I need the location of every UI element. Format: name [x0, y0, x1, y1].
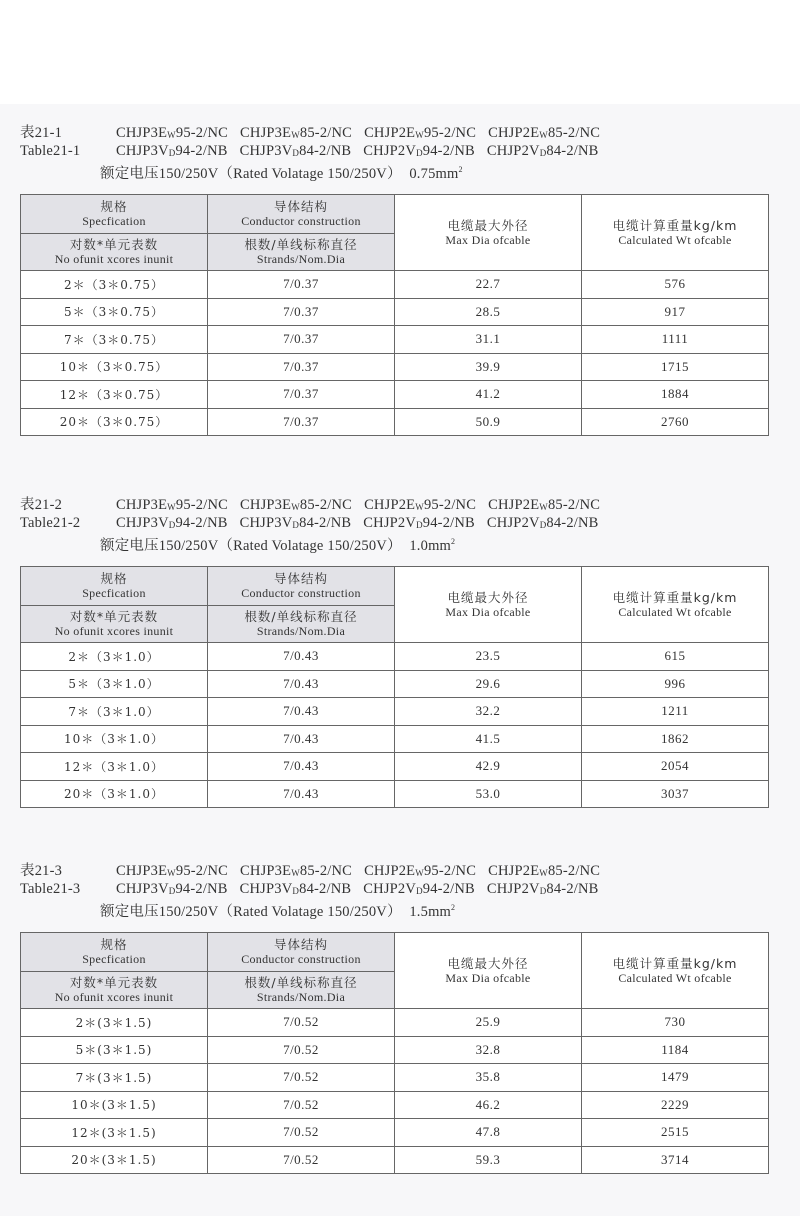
strands-header: 根数/单线标称直径 Strands/Nom.Dia	[208, 234, 395, 271]
max-dia-cell: 28.5	[395, 298, 582, 326]
weight-cell: 917	[582, 298, 769, 326]
strands-cell: 7/0.52	[208, 1009, 395, 1037]
weight-cell: 2515	[582, 1119, 769, 1147]
spec-cell: 10＊（3＊1.0）	[21, 725, 208, 753]
weight-cell: 1111	[582, 326, 769, 354]
weight-cell: 2229	[582, 1091, 769, 1119]
weight-cell: 2760	[582, 408, 769, 436]
units-header: 对数*单元表数 No ofunit xcores inunit	[21, 606, 208, 643]
strands-cell: 7/0.37	[208, 381, 395, 409]
conductor-header: 导体结构 Conductor construction	[208, 933, 395, 972]
strands-cell: 7/0.43	[208, 780, 395, 808]
strands-cell: 7/0.43	[208, 670, 395, 698]
table-label-en: Table21-1	[20, 143, 81, 159]
table-row	[21, 643, 769, 671]
model-code: $CHJP3V_D84-2/NB$	[239, 143, 352, 159]
spec-cell: 5＊（3＊1.0）	[21, 670, 208, 698]
table-row	[21, 780, 769, 808]
header-row	[21, 933, 769, 972]
weight-cell: 2054	[582, 753, 769, 781]
model-code: $CHJP3V_D84-2/NB$	[239, 881, 352, 897]
cable-table-section	[20, 496, 768, 808]
weight-cell: 1862	[582, 725, 769, 753]
table-row	[21, 1009, 769, 1037]
strands-cell: 7/0.52	[208, 1064, 395, 1092]
table-row	[21, 326, 769, 354]
weight-cell: 1211	[582, 698, 769, 726]
table-caption	[20, 862, 768, 932]
model-code: $CHJP3V_D94-2/NB$	[116, 143, 228, 159]
spec-cell: 20＊（3＊1.0）	[21, 780, 208, 808]
spec-header: 规格 Specfication	[21, 933, 208, 972]
conductor-size: 0.75mm	[409, 165, 459, 182]
weight-header: 电缆计算重量kg/km Calculated Wt ofcable	[582, 933, 769, 1009]
max-dia-header: 电缆最大外径 Max Dia ofcable	[395, 195, 582, 271]
model-code: $CHJP2V_D94-2/NB$	[363, 881, 475, 897]
caption-line-3: 额定电压150/250V（Rated Volatage 150/250V） $1.5mm^2$	[100, 903, 456, 920]
model-code: $CHJP2E_W95-2/NC$	[364, 863, 477, 879]
spec-cell: 12＊（3＊0.75）	[21, 381, 208, 409]
spec-cell: 5＊（3＊0.75）	[21, 298, 208, 326]
table-caption	[20, 124, 768, 194]
model-code: $CHJP2E_W95-2/NC$	[364, 125, 477, 141]
weight-cell: 1715	[582, 353, 769, 381]
model-code: $CHJP2E_W85-2/NC$	[488, 125, 601, 141]
rated-voltage: 额定电压150/250V（Rated Volatage 150/250V）	[100, 537, 402, 554]
weight-cell: 3037	[582, 780, 769, 808]
spec-cell: 7＊(3＊1.5)	[21, 1064, 208, 1092]
table-row	[21, 725, 769, 753]
model-code: $CHJP2E_W85-2/NC$	[488, 497, 601, 513]
table-row	[21, 298, 769, 326]
strands-cell: 7/0.52	[208, 1036, 395, 1064]
weight-cell: 1884	[582, 381, 769, 409]
weight-cell: 576	[582, 271, 769, 299]
units-header: 对数*单元表数 No ofunit xcores inunit	[21, 234, 208, 271]
table-row	[21, 381, 769, 409]
model-code: $CHJP2V_D84-2/NB$	[486, 881, 599, 897]
max-dia-cell: 31.1	[395, 326, 582, 354]
weight-header: 电缆计算重量kg/km Calculated Wt ofcable	[582, 567, 769, 643]
header-row	[21, 195, 769, 234]
cable-table-section	[20, 862, 768, 1174]
strands-cell: 7/0.37	[208, 326, 395, 354]
model-code: $CHJP2V_D84-2/NB$	[486, 143, 599, 159]
table-row	[21, 1091, 769, 1119]
strands-cell: 7/0.52	[208, 1119, 395, 1147]
table-label-zh: 表21-1	[20, 125, 63, 141]
table-row	[21, 1036, 769, 1064]
weight-cell: 615	[582, 643, 769, 671]
spec-cell: 5＊(3＊1.5)	[21, 1036, 208, 1064]
table-row	[21, 353, 769, 381]
strands-cell: 7/0.43	[208, 725, 395, 753]
table-label-zh: 表21-2	[20, 497, 63, 513]
max-dia-cell: 39.9	[395, 353, 582, 381]
strands-cell: 7/0.52	[208, 1091, 395, 1119]
model-code: $CHJP3V_D84-2/NB$	[239, 515, 352, 531]
strands-cell: 7/0.37	[208, 408, 395, 436]
table-row	[21, 670, 769, 698]
model-code: $CHJP2E_W95-2/NC$	[364, 497, 477, 513]
conductor-size: 1.0mm	[409, 537, 452, 554]
table-row	[21, 753, 769, 781]
table-label-en: Table21-2	[20, 515, 81, 531]
rated-voltage: 额定电压150/250V（Rated Volatage 150/250V）	[100, 903, 402, 920]
strands-cell: 7/0.43	[208, 698, 395, 726]
table-label-zh: 表21-3	[20, 863, 63, 879]
conductor-header: 导体结构 Conductor construction	[208, 195, 395, 234]
max-dia-cell: 29.6	[395, 670, 582, 698]
spec-cell: 2＊(3＊1.5)	[21, 1009, 208, 1037]
spec-cell: 7＊（3＊0.75）	[21, 326, 208, 354]
max-dia-cell: 32.8	[395, 1036, 582, 1064]
rated-voltage: 额定电压150/250V（Rated Volatage 150/250V）	[100, 165, 402, 182]
cable-spec-table	[20, 932, 769, 1174]
strands-cell: 7/0.43	[208, 753, 395, 781]
table-row	[21, 1146, 769, 1174]
model-code: $CHJP2E_W85-2/NC$	[488, 863, 601, 879]
max-dia-cell: 41.5	[395, 725, 582, 753]
max-dia-header: 电缆最大外径 Max Dia ofcable	[395, 567, 582, 643]
conductor-size: 1.5mm	[409, 903, 452, 920]
cable-table-section	[20, 124, 768, 436]
table-row	[21, 698, 769, 726]
model-code: $CHJP3V_D94-2/NB$	[116, 881, 228, 897]
model-code: $CHJP3E_W95-2/NC$	[116, 497, 229, 513]
spec-cell: 20＊(3＊1.5)	[21, 1146, 208, 1174]
strands-cell: 7/0.43	[208, 643, 395, 671]
max-dia-cell: 42.9	[395, 753, 582, 781]
max-dia-cell: 50.9	[395, 408, 582, 436]
max-dia-header: 电缆最大外径 Max Dia ofcable	[395, 933, 582, 1009]
max-dia-cell: 41.2	[395, 381, 582, 409]
model-code: $CHJP3E_W95-2/NC$	[116, 863, 229, 879]
spec-cell: 7＊（3＊1.0）	[21, 698, 208, 726]
strands-cell: 7/0.37	[208, 298, 395, 326]
spec-cell: 2＊（3＊1.0）	[21, 643, 208, 671]
weight-cell: 996	[582, 670, 769, 698]
spec-cell: 10＊（3＊0.75）	[21, 353, 208, 381]
max-dia-cell: 32.2	[395, 698, 582, 726]
spec-header: 规格 Specfication	[21, 567, 208, 606]
weight-cell: 1184	[582, 1036, 769, 1064]
weight-cell: 3714	[582, 1146, 769, 1174]
model-code: $CHJP3E_W85-2/NC$	[240, 863, 353, 879]
max-dia-cell: 53.0	[395, 780, 582, 808]
top-blank-band	[0, 0, 800, 104]
model-code: $CHJP3E_W85-2/NC$	[240, 125, 353, 141]
strands-cell: 7/0.52	[208, 1146, 395, 1174]
weight-cell: 730	[582, 1009, 769, 1037]
max-dia-cell: 46.2	[395, 1091, 582, 1119]
model-code: $CHJP2V_D94-2/NB$	[363, 143, 475, 159]
spec-header: 规格 Specfication	[21, 195, 208, 234]
weight-header: 电缆计算重量kg/km Calculated Wt ofcable	[582, 195, 769, 271]
model-code: $CHJP2V_D94-2/NB$	[363, 515, 475, 531]
strands-header: 根数/单线标称直径 Strands/Nom.Dia	[208, 606, 395, 643]
model-code: $CHJP3E_W95-2/NC$	[116, 125, 229, 141]
max-dia-cell: 35.8	[395, 1064, 582, 1092]
spec-cell: 20＊（3＊0.75）	[21, 408, 208, 436]
caption-line-3: 额定电压150/250V（Rated Volatage 150/250V） $0.75mm^2$	[100, 165, 463, 182]
weight-cell: 1479	[582, 1064, 769, 1092]
strands-cell: 7/0.37	[208, 353, 395, 381]
spec-cell: 10＊(3＊1.5)	[21, 1091, 208, 1119]
spec-cell: 2＊（3＊0.75）	[21, 271, 208, 299]
caption-line-3: 额定电压150/250V（Rated Volatage 150/250V） $1.0mm^2$	[100, 537, 456, 554]
max-dia-cell: 22.7	[395, 271, 582, 299]
model-code: $CHJP3E_W85-2/NC$	[240, 497, 353, 513]
header-row	[21, 567, 769, 606]
cable-spec-table	[20, 566, 769, 808]
table-label-en: Table21-3	[20, 881, 81, 897]
model-code: $CHJP2V_D84-2/NB$	[486, 515, 599, 531]
table-row	[21, 1119, 769, 1147]
table-row	[21, 1064, 769, 1092]
table-row	[21, 408, 769, 436]
strands-cell: 7/0.37	[208, 271, 395, 299]
max-dia-cell: 23.5	[395, 643, 582, 671]
max-dia-cell: 25.9	[395, 1009, 582, 1037]
max-dia-cell: 59.3	[395, 1146, 582, 1174]
strands-header: 根数/单线标称直径 Strands/Nom.Dia	[208, 972, 395, 1009]
model-code: $CHJP3V_D94-2/NB$	[116, 515, 228, 531]
table-row	[21, 271, 769, 299]
table-caption	[20, 496, 768, 566]
spec-cell: 12＊（3＊1.0）	[21, 753, 208, 781]
max-dia-cell: 47.8	[395, 1119, 582, 1147]
conductor-header: 导体结构 Conductor construction	[208, 567, 395, 606]
cable-spec-table	[20, 194, 769, 436]
units-header: 对数*单元表数 No ofunit xcores inunit	[21, 972, 208, 1009]
spec-cell: 12＊(3＊1.5)	[21, 1119, 208, 1147]
